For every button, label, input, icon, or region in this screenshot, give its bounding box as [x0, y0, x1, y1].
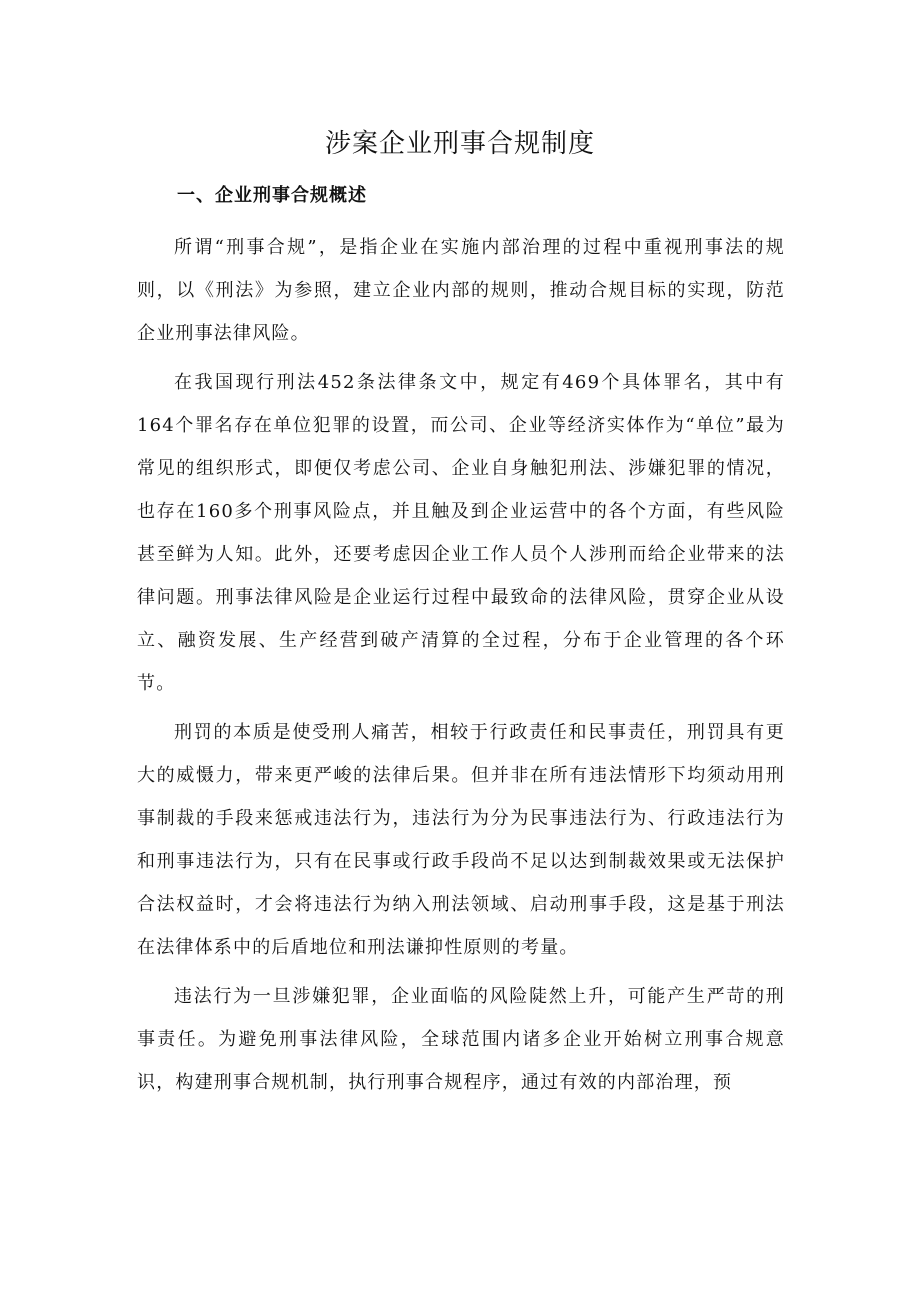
paragraph: 所谓“刑事合规”，是指企业在实施内部治理的过程中重视刑事法的规则，以《刑法》为参照，建立企业内部的规则，推动合规目标的实现，防范企业刑事法律风险。	[137, 237, 785, 344]
document-title: 涉案企业刑事合规制度	[324, 129, 595, 159]
paragraph: 违法行为一旦涉嫌犯罪，企业面临的风险陡然上升，可能产生严苛的刑事责任。为避免刑事法律风险，全球范围内诸多企业开始树立刑事合规意识，构建刑事合规机制，执行刑事合规程序，通过有效的内部治理，预	[137, 986, 785, 1093]
section-heading: 一、企业刑事合规概述	[177, 185, 367, 206]
document-body	[137, 226, 785, 1110]
paragraph: 刑罚的本质是使受刑人痛苦，相较于行政责任和民事责任，刑罚具有更大的威慑力，带来更严峻的法律后果。但并非在所有违法情形下均须动用刑事制裁的手段来惩戒违法行为，违法行为分为民事违法行为、行政违法行为和刑事违法行为，只有在民事或行政手段尚不足以达到制裁效果或无法保护合法权益时，才会将违法行为纳入刑法领域、启动刑事手段，这是基于刑法在法律体系中的后盾地位和刑法谦抑性原则的考量。	[137, 722, 785, 958]
paragraph: 在我国现行刑法452条法律条文中，规定有469个具体罪名，其中有164个罪名存在单位犯罪的设置，而公司、企业等经济实体作为“单位”最为常见的组织形式，即便仅考虑公司、企业自身触犯刑法、涉嫌犯罪的情况，也存在160多个刑事风险点，并且触及到企业运营中的各个方面，有些风险甚至鲜为人知。此外，还要考虑因企业工作人员个人涉刑而给企业带来的法律问题。刑事法律风险是企业运行过程中最致命的法律风险，贯穿企业从设立、融资发展、生产经营到破产清算的全过程，分布于企业管理的各个环节。	[137, 372, 785, 694]
